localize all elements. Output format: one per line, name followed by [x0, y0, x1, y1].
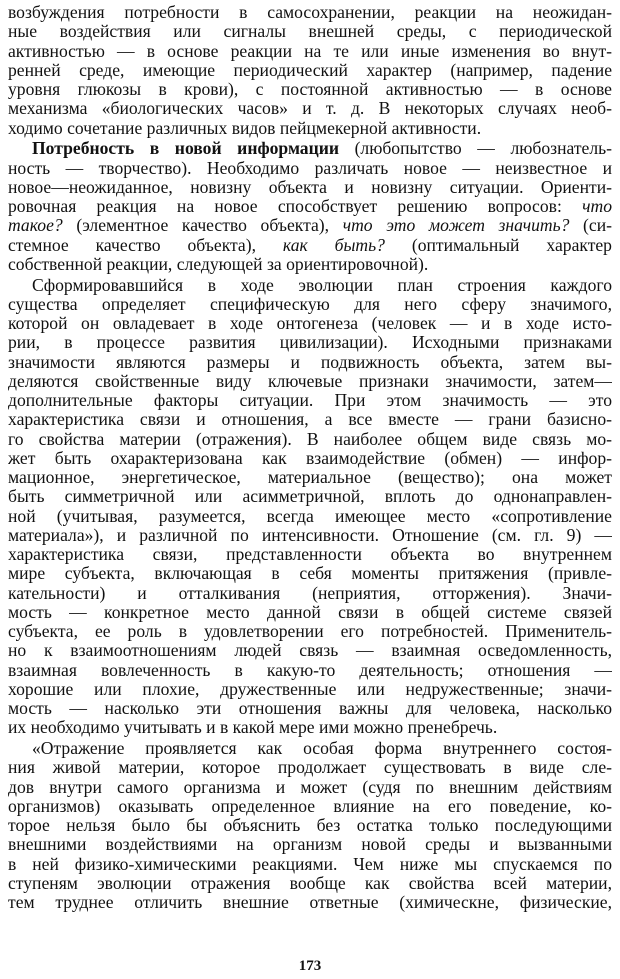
text-line [8, 3, 612, 22]
text-line [8, 622, 612, 641]
text-line [8, 139, 612, 158]
text-segment: ренней среде, имеющие периодический характер (например, падение [8, 60, 612, 80]
text-line [8, 564, 612, 583]
text-line [8, 680, 612, 699]
text-line [8, 487, 612, 506]
text-line [8, 42, 612, 61]
text-segment: дополнительные факторы ситуации. При этом значимость — это [8, 391, 612, 410]
text-line [8, 603, 612, 622]
text-line [8, 699, 612, 718]
text-segment: характеристика связи, представленности объекта во внутреннем [8, 545, 612, 564]
text-segment: (любопытство — любознатель- [339, 139, 612, 159]
text-line [8, 893, 612, 912]
text-segment: возбуждения потребности в самосохранении, реакции на неожидан- [8, 3, 612, 22]
text-segment: ния живой материи, которое продолжает существовать в виде сле- [8, 758, 612, 778]
text-segment: тем труднее отличить внешние ответные (химическне, физические, [8, 893, 612, 912]
text-line [8, 216, 612, 235]
text-line [8, 545, 612, 564]
text-line [8, 778, 612, 797]
text-segment: активностью — в основе реакции на те или иные изменения во внут- [8, 41, 612, 61]
text-line [8, 739, 612, 758]
body-text [8, 3, 612, 912]
text-segment: мость — насколько эти отношения важны для человека, насколько [8, 699, 612, 718]
text-line [8, 236, 612, 255]
text-segment: в ней физико-химическими реакциями. Чем ниже мы спускаемся по [8, 854, 612, 874]
text-line [8, 80, 612, 99]
text-line [8, 874, 612, 893]
text-segment: ровочная реакция на новое способствует решению вопросов: [8, 197, 583, 216]
text-segment: кательности) и отталкивания (неприятия, отторжения). Значи- [8, 583, 612, 603]
bold-term: Потребность в новой информации [32, 139, 340, 159]
text-segment: рии, в процессе развития цивилизации). Исходными признаками [8, 333, 612, 353]
text-line [8, 159, 612, 178]
text-segment: собственной реакции, следующей за ориентировочной). [8, 254, 429, 274]
italic-phrase: что это может значить? [342, 216, 570, 236]
text-line [8, 333, 612, 352]
text-line [8, 661, 612, 680]
text-segment: механизма «биологических часов» и т. д. В некоторых случаях необ- [8, 99, 612, 119]
text-line [8, 295, 612, 314]
text-segment: мость — конкретное место данной связи в общей системе связей [8, 602, 612, 622]
text-segment: внешними воздействиями на организм новой среды и вызванными [8, 835, 612, 855]
text-segment: жет быть охарактеризована как взаимодействие (обмен) — инфор- [8, 448, 612, 468]
text-segment: (элементное качество объекта), [62, 216, 343, 236]
text-segment: мационное, энергетическое, материальное (вещество); она может [8, 468, 612, 487]
text-line [8, 835, 612, 854]
text-line [8, 468, 612, 487]
text-line [8, 255, 612, 274]
text-line [8, 276, 612, 295]
text-line [8, 197, 612, 216]
text-line [8, 718, 612, 737]
text-line [8, 816, 612, 835]
text-line [8, 449, 612, 468]
text-line [8, 430, 612, 449]
text-segment: стемное качество объекта), [8, 235, 283, 255]
text-segment: Сформировавшийся в ходе эволюции план строения каждого [32, 275, 612, 295]
text-line [8, 22, 612, 41]
text-segment: новое—неожиданное, новизну объекта и новизну ситуации. Ориенти- [8, 177, 612, 197]
text-segment: хорошие или плохие, дружественные или недружественные; значи- [8, 679, 612, 699]
text-line [8, 584, 612, 603]
text-segment: которой он овладевает в ходе онтогенеза (человек — и в ходе исто- [8, 314, 612, 333]
text-line [8, 855, 612, 874]
text-segment: субъекта, ее роль в удовлетворении его потребностей. Применитель- [8, 622, 612, 641]
text-segment: (си- [569, 216, 612, 236]
text-segment: их необходимо учитывать и в какой мере ими можно пренебречь. [8, 718, 498, 738]
text-segment: организмов) оказывать определенное влияние на его поведение, ко- [8, 796, 612, 816]
text-segment: деляются свойственные виду ключевые признаки значимости, затем— [8, 371, 612, 391]
text-segment: значимости являются размеры и подвижность объекта, затем вы- [8, 352, 612, 372]
italic-phrase: такое? [8, 216, 63, 236]
text-segment: го свойства материи (отражения). В наиболее общем виде связь мо- [8, 429, 612, 449]
text-line [8, 314, 612, 333]
text-segment: уровня глюкозы в крови), с постоянной активностью — в основе [8, 80, 612, 99]
text-segment: ходимо сочетание различных видов пейцмекерной активности. [8, 118, 482, 138]
text-line [8, 797, 612, 816]
text-line [8, 410, 612, 429]
text-line [8, 353, 612, 372]
text-segment: взаимная вовлеченность в какую-то деятельность; отношения — [8, 660, 612, 680]
text-line [8, 119, 612, 138]
text-line [8, 372, 612, 391]
text-line [8, 758, 612, 777]
text-segment: но к взаимоотношениям людей связь — взаимная осведомленность, [8, 641, 612, 661]
text-segment: торое нельзя было бы объяснить без остатка только последующими [8, 816, 612, 835]
text-segment: ные воздействия или сигналы внешней среды, с периодической [8, 22, 612, 42]
italic-phrase: что [582, 197, 612, 216]
text-line [8, 178, 612, 197]
text-segment: ной (учитывая, разумеется, всегда имеющее место «сопротивление [8, 506, 612, 526]
italic-phrase: как быть? [282, 235, 385, 255]
text-line [8, 99, 612, 118]
text-segment: материала»), и различной по интенсивности. Отношение (см. гл. 9) — [8, 525, 612, 545]
text-segment: ность — творчество). Необходимо различать новое — неизвестное и [8, 158, 612, 178]
text-segment: «Отражение проявляется как особая форма внутреннего состоя- [32, 739, 612, 758]
text-segment: быть симметричной или асимметричной, вплоть до однонаправлен- [8, 487, 612, 507]
text-segment: существа определяет специфическую для него сферу значимого, [8, 294, 612, 314]
text-line [8, 526, 612, 545]
text-line [8, 391, 612, 410]
text-line [8, 507, 612, 526]
text-segment: характеристика связи и отношения, а все вместе — грани базисно- [8, 410, 612, 430]
text-segment: (оптимальный характер [384, 235, 612, 255]
text-line [8, 641, 612, 660]
text-line [8, 61, 612, 80]
text-segment: дов внутри самого организма и может (судя по внешним действиям [8, 777, 612, 797]
page-number: 173 [298, 958, 322, 974]
text-segment: мире субъекта, включающая в себя моменты притяжения (привле- [8, 564, 612, 584]
text-segment: ступеням эволюции отражения вообще как свойства всей материи, [8, 873, 612, 893]
